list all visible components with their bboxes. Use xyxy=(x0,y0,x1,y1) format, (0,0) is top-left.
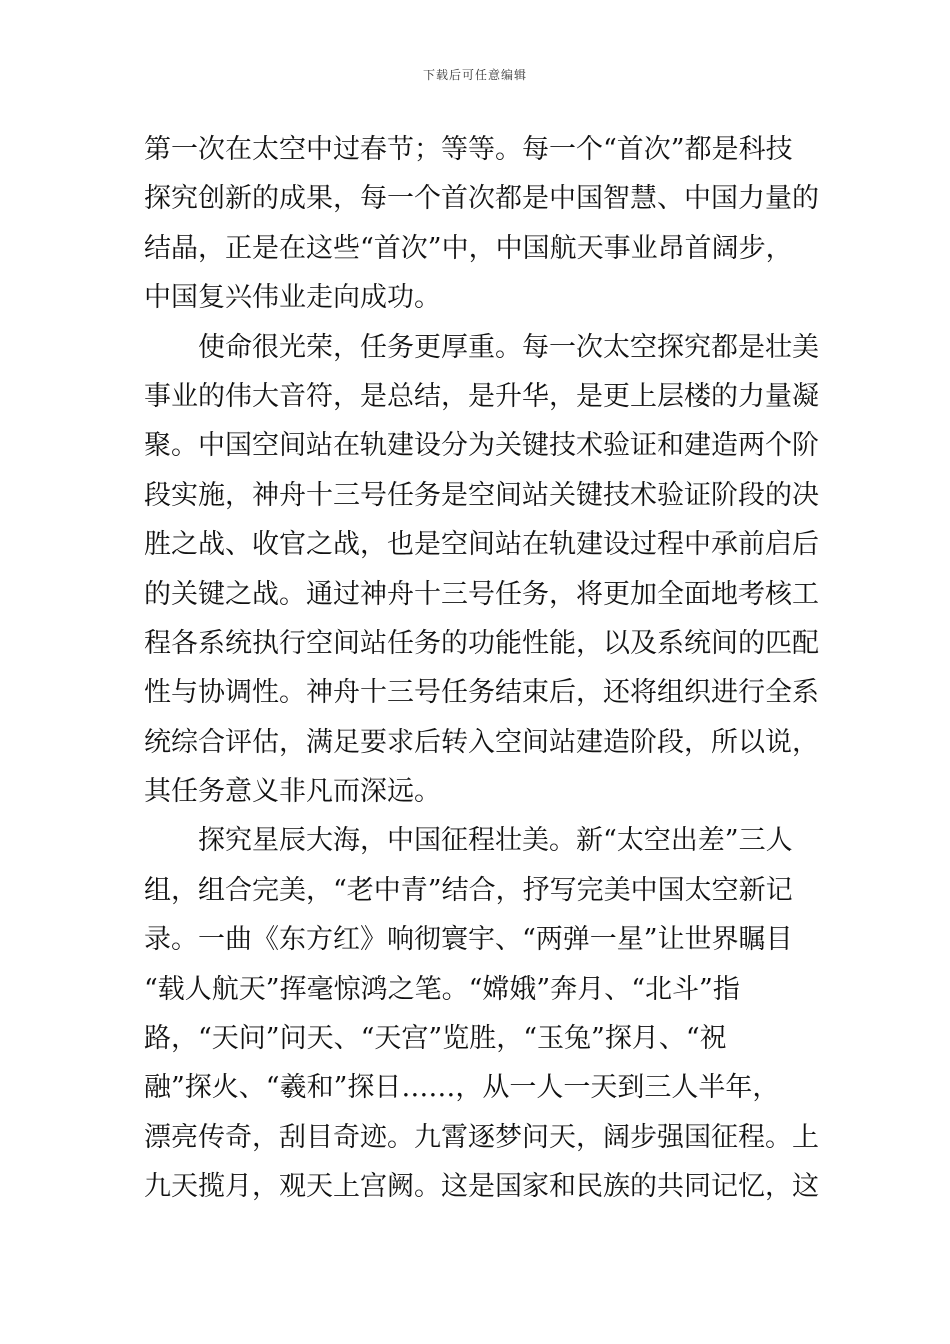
text-line: 第一次在太空中过春节；等等。每一个“首次”都是科技 xyxy=(144,134,793,165)
text-line: 使命很光荣，任务更厚重。每一次太空探究都是壮美 xyxy=(144,331,819,363)
page-header: 下载后可任意编辑 xyxy=(422,68,527,82)
text-line: 性与协调性。神舟十三号任务结束后，还将组织进行全系 xyxy=(144,677,819,709)
body-text xyxy=(144,125,819,1212)
text-line: 漂亮传奇，刮目奇迹。九霄逐梦问天，阔步强国征程。上 xyxy=(144,1121,819,1153)
text-line: 中国复兴伟业走向成功。 xyxy=(144,282,441,314)
text-line: 事业的伟大音符，是总结，是升华，是更上层楼的力量凝 xyxy=(144,380,819,412)
text-line: 的关键之战。通过神舟十三号任务，将更加全面地考核工 xyxy=(144,578,819,610)
text-line: 统综合评估，满足要求后转入空间站建造阶段，所以说， xyxy=(144,726,819,758)
text-line: 探究星辰大海，中国征程壮美。新“太空出差”三人 xyxy=(144,825,793,857)
text-line: 结晶，正是在这些“首次”中，中国航天事业昂首阔步， xyxy=(144,232,793,264)
text-line: 段实施，神舟十三号任务是空间站关键技术验证阶段的决 xyxy=(144,479,819,511)
text-line: 融”探火、“羲和”探日……，从一人一天到三人半年， xyxy=(144,1072,780,1104)
text-line: 录。一曲《东方红》响彻寰宇、“两弹一星”让世界瞩目 xyxy=(144,924,793,956)
text-line: 程各系统执行空间站任务的功能性能，以及系统间的匹配 xyxy=(144,627,819,659)
text-line: 探究创新的成果，每一个首次都是中国智慧、中国力量的 xyxy=(144,183,819,215)
text-line: 路，“天问”问天、“天宫”览胜，“玉兔”探月、“祝 xyxy=(144,1023,727,1055)
text-line: 胜之战、收官之战，也是空间站在轨建设过程中承前启后 xyxy=(144,529,819,561)
text-line: 其任务意义非凡而深远。 xyxy=(144,776,441,808)
text-line: 聚。中国空间站在轨建设分为关键技术验证和建造两个阶 xyxy=(144,430,819,462)
text-line: 九天揽月，观天上宫阙。这是国家和民族的共同记忆，这 xyxy=(144,1171,819,1203)
text-line: “载人航天”挥毫惊鸿之笔。“嫦娥”奔月、“北斗”指 xyxy=(144,973,740,1005)
text-line: 组，组合完美，“老中青”结合，抒写完美中国太空新记 xyxy=(144,874,793,906)
